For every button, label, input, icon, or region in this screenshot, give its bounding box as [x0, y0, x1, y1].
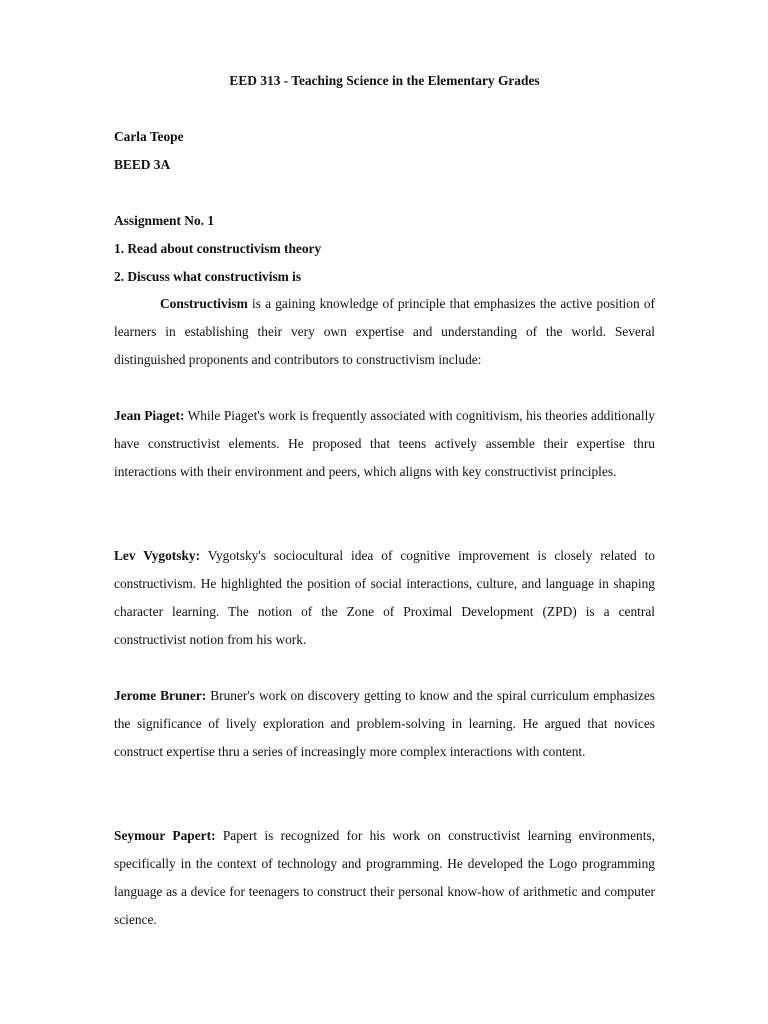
- intro-text: is a gaining knowledge of principle that emphasizes the active position of learners in establishing their very own expertise and understanding of the world. Several distinguished proponents and contributors to constructivism include:: [114, 296, 655, 367]
- proponent-paragraph-papert: [114, 822, 655, 934]
- class-section: BEED 3A: [114, 157, 171, 172]
- proponent-name: Lev Vygotsky:: [114, 548, 201, 563]
- intro-lead-term: Constructivism: [160, 296, 248, 311]
- proponent-text: Papert is recognized for his work on constructivist learning environments, specifically in the context of technology and programming. He developed the Logo programming language as a device for teenagers to construct their personal know-how of arithmetic and computer science.: [114, 828, 655, 927]
- proponent-paragraph-piaget: [114, 402, 655, 486]
- task-item-2: 2. Discuss what constructivism is: [114, 269, 302, 284]
- proponent-paragraph-bruner: [114, 682, 655, 766]
- task-item-1: 1. Read about constructivism theory: [114, 241, 322, 256]
- proponent-name: Jean Piaget:: [114, 408, 185, 423]
- proponent-paragraph-vygotsky: [114, 542, 655, 654]
- document-page: [114, 0, 655, 1024]
- proponent-name: Seymour Papert:: [114, 828, 216, 843]
- proponent-text: While Piaget's work is frequently associated with cognitivism, his theories additionally have constructivist elements. He proposed that teens actively assemble their expertise thru interactions with their environment and peers, which aligns with key constructivist principles.: [114, 408, 655, 479]
- author-name: Carla Teope: [114, 129, 184, 144]
- document-title: EED 313 - Teaching Science in the Elementary Grades: [229, 73, 540, 88]
- assignment-heading: Assignment No. 1: [114, 213, 215, 228]
- proponent-text: Vygotsky's sociocultural idea of cognitive improvement is closely related to constructivism. He highlighted the position of social interactions, culture, and language in shaping character learning. The notion of the Zone of Proximal Development (ZPD) is a central constructivist notion from his work.: [114, 548, 655, 647]
- proponent-name: Jerome Bruner:: [114, 688, 207, 703]
- intro-paragraph: [114, 290, 655, 374]
- proponent-text: Bruner's work on discovery getting to know and the spiral curriculum emphasizes the significance of lively exploration and problem-solving in learning. He argued that novices construct expertise thru a series of increasingly more complex interactions with content.: [114, 688, 655, 759]
